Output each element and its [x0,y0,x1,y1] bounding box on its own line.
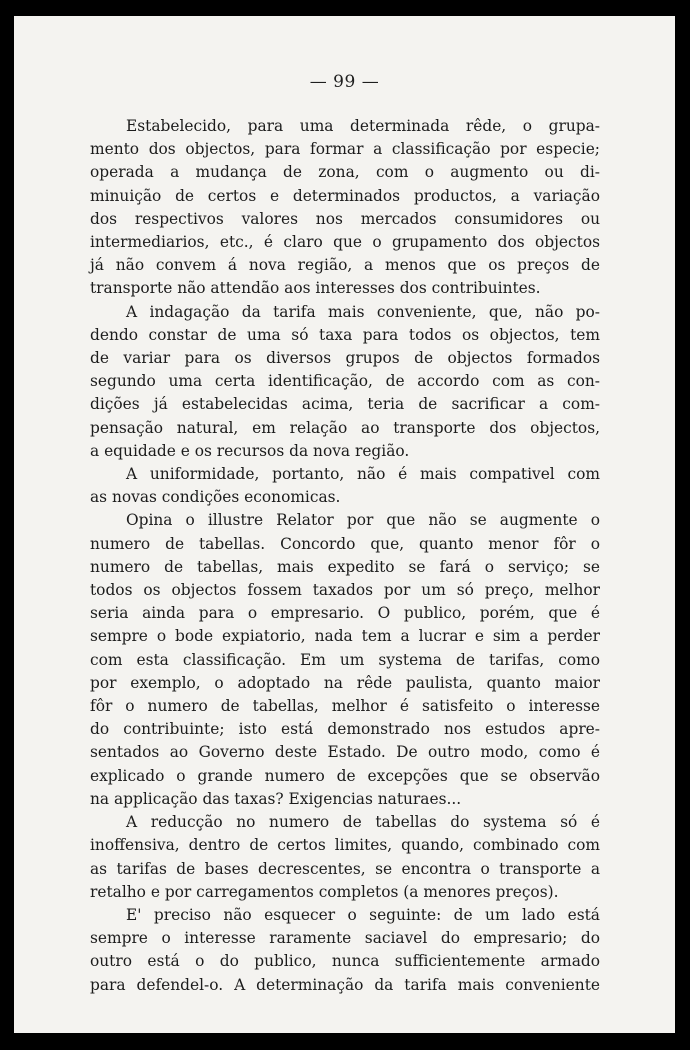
text-line: para defendel-o. A determinação da tarifa mais conveniente [90,975,600,994]
text-line: de variar para os diversos grupos de objectos formados [90,349,600,368]
paragraph [90,301,600,463]
text-line: A indagação da tarifa mais conveniente, que, não po- [126,302,600,321]
text-line: segundo uma certa identificação, de accordo com as con- [90,372,600,391]
text-line: na applicação das taxas? Exigencias naturaes... [90,789,462,808]
text-line: as novas condições economicas. [90,488,341,507]
text-line: minuição de certos e determinados productos, a variação [90,186,600,205]
text-line: já não convem á nova região, a menos que os preços de [90,256,600,275]
text-line: outro está o do publico, nunca sufficientemente armado [90,952,600,971]
text-line: inoffensiva, dentro de certos limites, quando, combinado com [90,836,600,855]
text-line: A uniformidade, portanto, não é mais compativel com [126,465,600,484]
text-line: dendo constar de uma só taxa para todos os objectos, tem [90,325,600,344]
text-line: a equidade e os recursos da nova região. [90,441,410,460]
text-line: do contribuinte; isto está demonstrado nos estudos apre- [90,720,600,739]
paragraph [90,463,600,509]
paragraph [90,115,600,301]
text-line: Estabelecido, para uma determinada rêde, o grupa- [126,117,600,135]
book-page [14,16,675,1033]
text-line: sempre o interesse raramente saciavel do empresario; do [90,929,600,948]
text-line: com esta classificação. Em um systema de tarifas, como [90,650,600,669]
text-line: numero de tabellas. Concordo que, quanto menor fôr o [90,534,600,553]
text-line: sempre o bode expiatorio, nada tem a lucrar e sim a perder [90,627,600,646]
text-line: intermediarios, etc., é claro que o grupamento dos objectos [90,233,600,252]
text-line: A reducção no numero de tabellas do systema só é [126,813,600,832]
text-line: seria ainda para o empresario. O publico, porém, que é [90,604,600,623]
text-line: retalho e por carregamentos completos (a menores preços). [90,882,559,901]
text-line: pensação natural, em relação ao transporte dos objectos, [90,418,600,437]
text-line: numero de tabellas, mais expedito se fará o serviço; se [90,557,600,576]
paragraph [90,509,600,811]
body-text [90,115,600,997]
text-line: dições já estabelecidas acima, teria de sacrificar a com- [90,395,600,414]
text-line: todos os objectos fossem taxados por um só preço, melhor [90,581,600,600]
text-line: mento dos objectos, para formar a classificação por especie; [90,140,600,159]
text-line: Opina o illustre Relator por que não se augmente o [126,511,600,530]
text-line: explicado o grande numero de excepções que se observão [90,766,600,785]
paragraph [90,904,600,997]
text-line: dos respectivos valores nos mercados consumidores ou [90,209,600,228]
text-line: por exemplo, o adoptado na rêde paulista, quanto maior [90,673,600,692]
text-line: operada a mudança de zona, com o augmento ou di- [90,163,600,182]
text-line: E' preciso não esquecer o seguinte: de um lado está [126,905,600,924]
text-line: as tarifas de bases decrescentes, se encontra o transporte a [90,859,600,878]
text-line: fôr o numero de tabellas, melhor é satisfeito o interesse [90,697,600,716]
text-line: sentados ao Governo deste Estado. De outro modo, como é [90,743,600,762]
text-line: transporte não attendão aos interesses dos contribuintes. [90,279,541,298]
page-number: — 99 — [309,72,380,92]
paragraph [90,811,600,904]
